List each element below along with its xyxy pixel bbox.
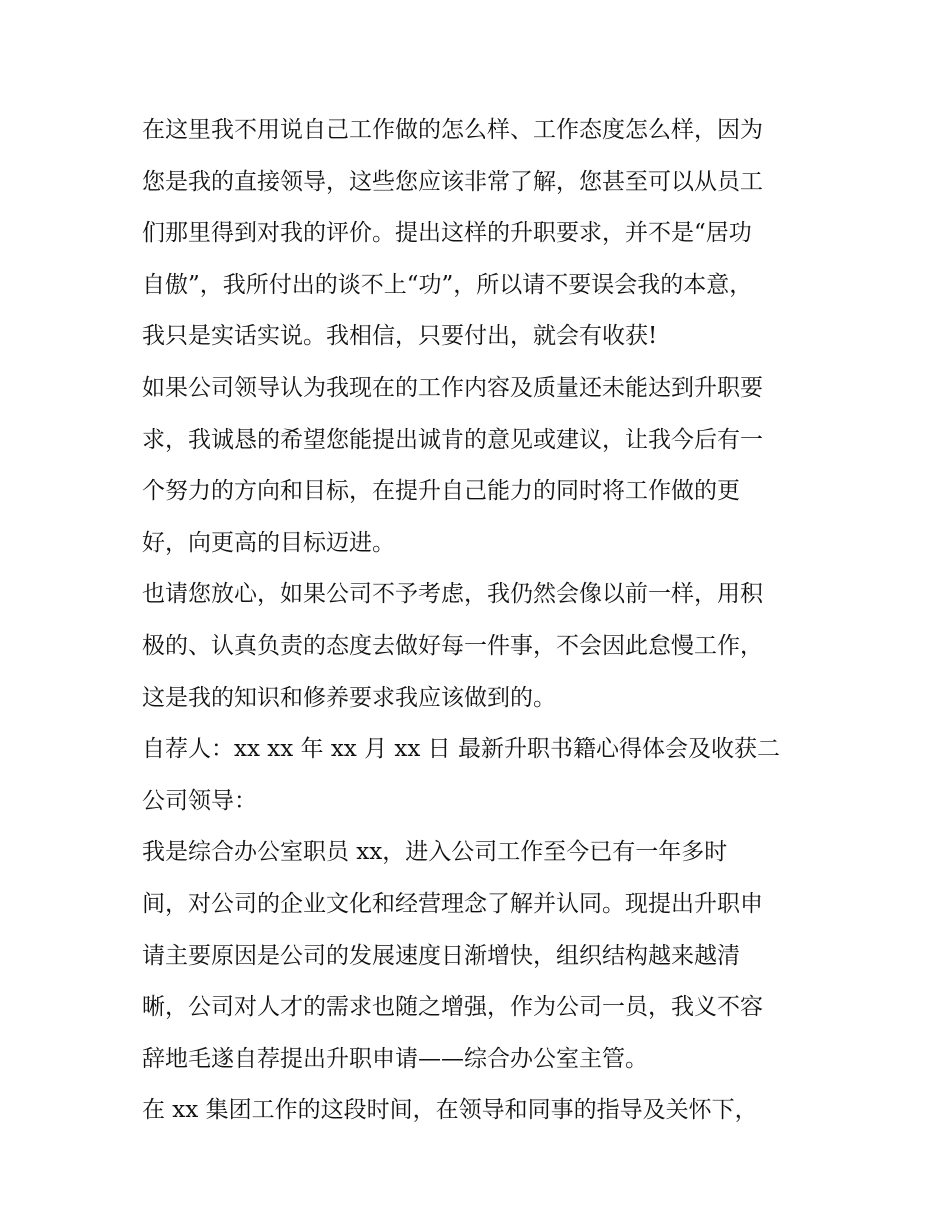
text-line: 们那里得到对我的评价。提出这样的升职要求，并不是“居功 <box>142 220 752 247</box>
text-line: 辞地毛遂自荐提出升职申请——综合办公室主管。 <box>142 1045 648 1072</box>
text-line: 极的、认真负责的态度去做好每一件事，不会因此怠慢工作， <box>142 632 763 659</box>
text-line: 请主要原因是公司的发展速度日渐增快，组织结构越来越清 <box>142 942 740 969</box>
document-body <box>142 108 842 1140</box>
text-line: 这是我的知识和修养要求我应该做到的。 <box>142 684 556 711</box>
text-line: 好，向更高的目标迈进。 <box>142 529 395 556</box>
text-line: 也请您放心，如果公司不予考虑，我仍然会像以前一样，用积 <box>142 581 763 608</box>
text-line: 我是综合办公室职员 xx，进入公司工作至今已有一年多时 <box>142 839 728 866</box>
text-line: 在 xx 集团工作的这段时间，在领导和同事的指导及关怀下， <box>142 1097 758 1124</box>
text-line: 如果公司领导认为我现在的工作内容及质量还未能达到升职要 <box>142 374 763 401</box>
text-line: 自荐人：xx xx 年 xx 月 xx 日 最新升职书籍心得体会及收获二 <box>142 736 780 763</box>
text-line: 个努力的方向和目标，在提升自己能力的同时将工作做的更 <box>142 478 740 505</box>
text-line: 在这里我不用说自己工作做的怎么样、工作态度怎么样，因为 <box>142 117 763 143</box>
text-line: 我只是实话实说。我相信，只要付出，就会有收获! <box>142 323 658 350</box>
text-line: 晰，公司对人才的需求也随之增强，作为公司一员，我义不容 <box>142 994 763 1021</box>
text-line: 您是我的直接领导，这些您应该非常了解，您甚至可以从员工 <box>142 168 763 195</box>
text-line: 自傲”，我所付出的谈不上“功”，所以请不要误会我的本意， <box>142 271 753 298</box>
text-line: 求，我诚恳的希望您能提出诚肯的意见或建议，让我今后有一 <box>142 426 763 453</box>
text-line: 公司领导： <box>142 787 257 814</box>
text-line: 间，对公司的企业文化和经营理念了解并认同。现提出升职申 <box>142 890 763 917</box>
